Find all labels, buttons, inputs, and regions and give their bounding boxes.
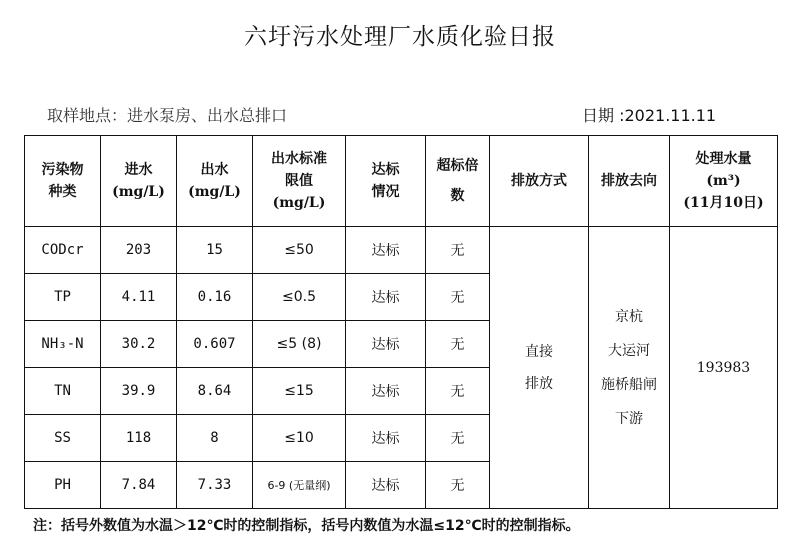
discharge-method-cell: 直接 排放 (490, 227, 589, 509)
effluent-cell: 7.33 (177, 462, 253, 509)
exceed-cell: 无 (426, 227, 490, 274)
sampling-location: 取样地点：进水泵房、出水总排口 (47, 106, 288, 125)
limit-cell: ≤15 (253, 368, 346, 415)
pollutant-cell: NH₃-N (25, 321, 101, 368)
effluent-cell: 8.64 (177, 368, 253, 415)
table-row (25, 227, 778, 274)
pollutant-cell: TN (25, 368, 101, 415)
header-limit: 出水标准 限值 (mg/L) (253, 136, 346, 227)
water-quality-table (24, 135, 778, 509)
exceed-cell: 无 (426, 415, 490, 462)
influent-cell: 4.11 (101, 274, 177, 321)
footnote: 注：括号外数值为水温＞12℃时的控制指标，括号内数值为水温≤12℃时的控制指标。 (33, 518, 580, 534)
header-effluent: 出水 (mg/L) (177, 136, 253, 227)
limit-cell: ≤50 (253, 227, 346, 274)
status-cell: 达标 (346, 321, 426, 368)
treated-volume-cell: 193983 (670, 227, 778, 509)
pollutant-cell: PH (25, 462, 101, 509)
limit-cell: ≤5 (8) (253, 321, 346, 368)
header-discharge-method: 排放方式 (490, 136, 589, 227)
status-cell: 达标 (346, 274, 426, 321)
exceed-cell: 无 (426, 274, 490, 321)
header-discharge-destination: 排放去向 (589, 136, 670, 227)
header-pollutant: 污染物 种类 (25, 136, 101, 227)
exceed-cell: 无 (426, 462, 490, 509)
limit-cell: 6-9 (无量纲) (253, 462, 346, 509)
influent-cell: 7.84 (101, 462, 177, 509)
exceed-cell: 无 (426, 368, 490, 415)
report-date: 日期 :2021.11.11 (582, 106, 717, 125)
effluent-cell: 0.16 (177, 274, 253, 321)
influent-cell: 30.2 (101, 321, 177, 368)
header-exceed: 超标倍 数 (426, 136, 490, 227)
influent-cell: 203 (101, 227, 177, 274)
report-title: 六圩污水处理厂水质化验日报 (244, 24, 556, 50)
effluent-cell: 8 (177, 415, 253, 462)
effluent-cell: 15 (177, 227, 253, 274)
pollutant-cell: TP (25, 274, 101, 321)
status-cell: 达标 (346, 462, 426, 509)
header-compliance: 达标 情况 (346, 136, 426, 227)
limit-cell: ≤0.5 (253, 274, 346, 321)
header-row (25, 136, 778, 227)
exceed-cell: 无 (426, 321, 490, 368)
effluent-cell: 0.607 (177, 321, 253, 368)
pollutant-cell: CODcr (25, 227, 101, 274)
discharge-destination-cell: 京杭 大运河 施桥船闸 下游 (589, 227, 670, 509)
status-cell: 达标 (346, 415, 426, 462)
pollutant-cell: SS (25, 415, 101, 462)
status-cell: 达标 (346, 227, 426, 274)
header-influent: 进水 (mg/L) (101, 136, 177, 227)
status-cell: 达标 (346, 368, 426, 415)
influent-cell: 118 (101, 415, 177, 462)
limit-cell: ≤10 (253, 415, 346, 462)
influent-cell: 39.9 (101, 368, 177, 415)
header-volume: 处理水量 (m³) (11月10日) (670, 136, 778, 227)
